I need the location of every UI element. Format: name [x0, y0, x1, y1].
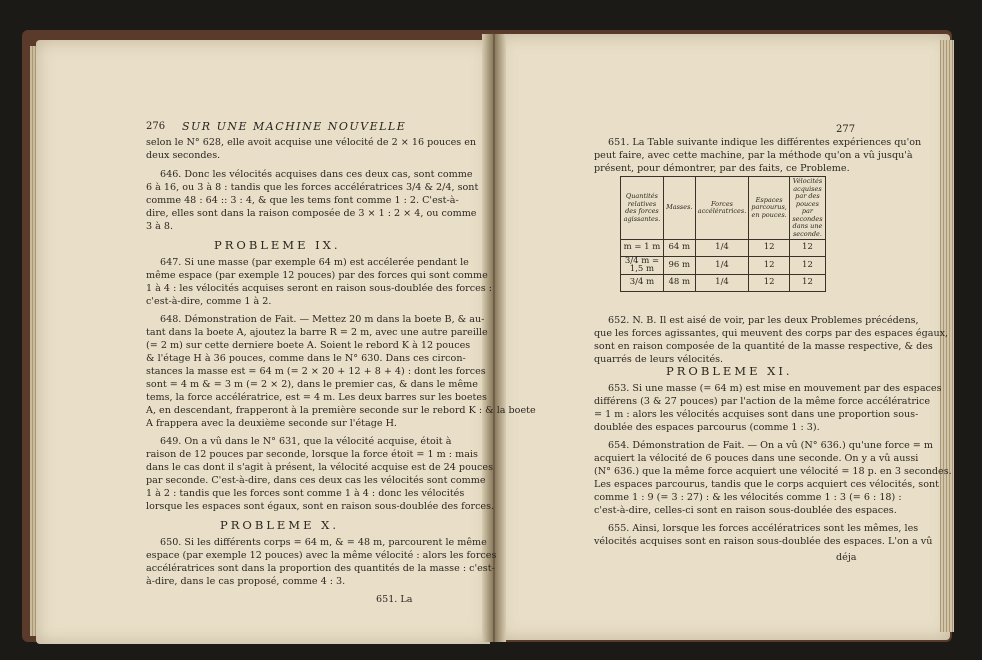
para-650-line-2: espace (par exemple 12 pouces) avec la même vélocité : alors les forces	[146, 550, 497, 561]
table-cell: 12	[749, 275, 790, 292]
para-655-line-2: vélocités acquises sont en raison sous-doublée des espaces. L'on a vû	[594, 536, 933, 547]
para-654-line-3: (N° 636.) que la même force acquiert une vélocité = 18 p. en 3 secondes.	[594, 466, 952, 477]
para-650-line-1: 650. Si les différents corps = 64 m, & = 48 m, parcourent le même	[160, 537, 487, 548]
right-catchword: déja	[836, 552, 857, 563]
right-page-number: 277	[836, 124, 856, 135]
para-654-line-4: Les espaces parcourus, tandis que le corps acquiert ces vélocités, sont	[594, 479, 940, 490]
table-cell: 1/4	[695, 275, 749, 292]
left-catchword: 651. La	[376, 594, 413, 605]
experiment-table	[620, 176, 826, 292]
para-653-line-4: doublée des espaces parcourus (comme 1 : 3).	[594, 422, 820, 433]
table-cell: 12	[749, 257, 790, 275]
para-648-line-6: sont = 4 m & = 3 m (= 2 × 2), dans le premier cas, & dans le même	[146, 379, 478, 390]
para-652-line-1: 652. N. B. Il est aisé de voir, par les deux Problemes précédens,	[608, 315, 919, 326]
problem-x-title: PROBLEME X.	[220, 518, 339, 532]
table-row	[621, 240, 826, 257]
para-647-line-4: c'est-à-dire, comme 1 à 2.	[146, 296, 272, 307]
table-cell: 48 m	[663, 275, 695, 292]
para-647-line-1: 647. Si une masse (par exemple 64 m) est accélerée pendant le	[160, 257, 469, 268]
para-649-line-1: 649. On a vû dans le N° 631, que la vélocité acquise, étoit à	[160, 436, 452, 447]
para-654-line-2: acquiert la vélocité de 6 pouces dans une seconde. On y a vû aussi	[594, 453, 919, 464]
para-652-line-2: que les forces agissantes, qui meuvent des corps par des espaces égaux,	[594, 328, 949, 339]
table-cell: 1/4	[695, 257, 749, 275]
table-header-cell: Vélocités acquises par des pouces par secondes dans une seconde.	[789, 177, 825, 240]
para-646-line-5: 3 à 8.	[146, 221, 174, 232]
left-running-head: SUR UNE MACHINE NOUVELLE	[182, 120, 407, 133]
problem-xi-title: PROBLEME XI.	[666, 364, 793, 378]
para-648-line-3: (= 2 m) sur cette derniere boete A. Soient le rebord K à 12 pouces	[146, 340, 471, 351]
para-649-line-3: dans le cas dont il s'agit à présent, la vélocité acquise est de 24 pouces	[146, 462, 494, 473]
table-cell: 3/4 m	[621, 275, 664, 292]
table-header-row	[621, 177, 826, 240]
table-header-cell: Quantités relatives des forces agissantes.	[621, 177, 664, 240]
para-646-line-2: 6 à 16, ou 3 à 8 : tandis que les forces accélératrices 3/4 & 2/4, sont	[146, 182, 479, 193]
para-654-line-1: 654. Démonstration de Fait. — On a vû (N° 636.) qu'une force = m	[608, 440, 933, 451]
para-649-line-2: raison de 12 pouces par seconde, lorsque la force étoit = 1 m : mais	[146, 449, 478, 460]
para-646-line-3: comme 48 : 64 :: 3 : 4, & que les tems font comme 1 : 2. C'est-à-	[146, 195, 459, 206]
para-652-line-3: sont en raison composée de la quantité de la masse respective, & des	[594, 341, 933, 352]
para-650-line-3: accélératrices sont dans la proportion des quantités de la masse : c'est-	[146, 563, 495, 574]
para-649-line-5: 1 à 2 : tandis que les forces sont comme 1 à 4 : donc les vélocités	[146, 488, 465, 499]
para-653-line-1: 653. Si une masse (= 64 m) est mise en mouvement par des espaces	[608, 383, 942, 394]
para-654-line-5: comme 1 : 9 (= 3 : 27) : & les vélocités comme 1 : 3 (= 6 : 18) :	[594, 492, 902, 503]
table-cell: 12	[789, 240, 825, 257]
para-653-line-3: = 1 m : alors les vélocités acquises sont dans une proportion sous-	[594, 409, 919, 420]
para-649-line-4: par seconde. C'est-à-dire, dans ces deux cas les vélocités sont comme	[146, 475, 486, 486]
para-648-line-1: 648. Démonstration de Fait. — Mettez 20 m dans la boete B, & au-	[160, 314, 485, 325]
table-header-cell: Masses.	[663, 177, 695, 240]
left-top-line-2: deux secondes.	[146, 150, 221, 161]
para-648-line-7: tems, la force accélératrice, est = 4 m. Les deux barres sur les boetes	[146, 392, 487, 403]
para-648-line-8: A, en descendant, frapperont à la première seconde sur le rebord K : & la boete	[146, 405, 536, 416]
table-header-cell: Espaces parcourus, en pouces.	[749, 177, 790, 240]
table-row	[621, 257, 826, 275]
table-cell: 96 m	[663, 257, 695, 275]
para-654-line-6: c'est-à-dire, celles-ci sont en raison sous-doublée des espaces.	[594, 505, 897, 516]
para-647-line-2: même espace (par exemple 12 pouces) par des forces qui sont comme	[146, 270, 488, 281]
left-top-line-1: selon le N° 628, elle avoit acquise une vélocité de 2 × 16 pouces en	[146, 137, 477, 148]
para-646-line-1: 646. Donc les vélocités acquises dans ces deux cas, sont comme	[160, 169, 473, 180]
table-header-cell: Forces accélératrices.	[695, 177, 749, 240]
para-648-line-9: A frappera avec la deuxième seconde sur l'étage H.	[146, 418, 397, 429]
para-646-line-4: dire, elles sont dans la raison composée de 3 × 1 : 2 × 4, ou comme	[146, 208, 477, 219]
table-cell: 12	[749, 240, 790, 257]
table-cell: m = 1 m	[621, 240, 664, 257]
para-651-line-1: 651. La Table suivante indique les différentes expériences qu'on	[608, 137, 922, 148]
para-648-line-4: & l'étage H à 36 pouces, comme dans le N° 630. Dans ces circon-	[146, 353, 466, 364]
para-651-line-3: présent, pour démontrer, par des faits, ce Probleme.	[594, 163, 850, 174]
para-648-line-2: tant dans la boete A, ajoutez la barre R = 2 m, avec une autre pareille	[146, 327, 488, 338]
left-page-number: 276	[146, 121, 166, 132]
para-651-line-2: peut faire, avec cette machine, par la méthode qu'on a vû jusqu'à	[594, 150, 913, 161]
para-647-line-3: 1 à 4 : les vélocités acquises seront en raison sous-doublée des forces :	[146, 283, 492, 294]
para-652-line-4: quarrés de leurs vélocités.	[594, 354, 724, 365]
para-653-line-2: différens (3 & 27 pouces) par l'action de la même force accélératrice	[594, 396, 931, 407]
table-cell: 12	[789, 257, 825, 275]
para-649-line-6: lorsque les espaces sont égaux, sont en raison sous-doublée des forces.	[146, 501, 495, 512]
table-row	[621, 275, 826, 292]
table-cell: 3/4 m = 1,5 m	[621, 257, 664, 275]
table-cell: 1/4	[695, 240, 749, 257]
table-cell: 64 m	[663, 240, 695, 257]
para-648-line-5: stances la masse est = 64 m (= 2 × 20 + 12 + 8 + 4) : dont les forces	[146, 366, 486, 377]
para-650-line-4: à-dire, dans le cas proposé, comme 4 : 3.	[146, 576, 346, 587]
para-655-line-1: 655. Ainsi, lorsque les forces accélératrices sont les mêmes, les	[608, 523, 919, 534]
problem-ix-title: PROBLEME IX.	[214, 238, 341, 252]
table-cell: 12	[789, 275, 825, 292]
